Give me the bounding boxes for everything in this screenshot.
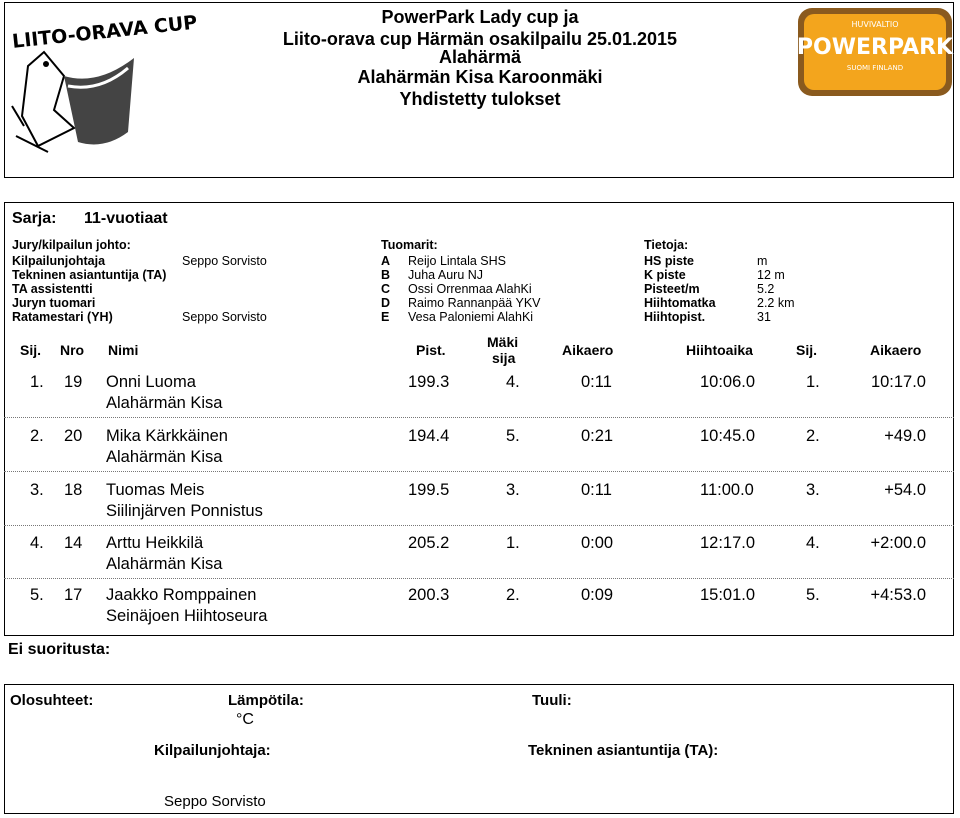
result-rank: 4. bbox=[30, 534, 44, 552]
result-jump-rank: 3. bbox=[506, 481, 520, 499]
result-club: Siilinjärven Ponnistus bbox=[106, 502, 263, 520]
jury-label: TA assistentti bbox=[12, 282, 93, 296]
judge-letter: B bbox=[381, 268, 391, 282]
result-points: 205.2 bbox=[408, 534, 450, 552]
title-line-3: Alahärmä bbox=[438, 47, 522, 67]
judge-letter: E bbox=[381, 310, 390, 324]
result-gap: 0:11 bbox=[581, 481, 612, 499]
jury-label: Juryn tuomari bbox=[12, 296, 96, 310]
jury-label: Kilpailunjohtaja bbox=[12, 254, 106, 268]
col-pist: Pist. bbox=[416, 342, 446, 358]
result-final-time: +49.0 bbox=[884, 427, 926, 445]
judge-name: Vesa Paloniemi AlahKi bbox=[408, 310, 534, 324]
result-final-rank: 2. bbox=[806, 427, 820, 445]
result-name: Jaakko Romppainen bbox=[106, 586, 257, 604]
info-heading: Tietoja: bbox=[644, 238, 689, 252]
result-jump-rank: 2. bbox=[506, 586, 520, 604]
judge-name: Juha Auru NJ bbox=[408, 268, 484, 282]
title-line-2: Liito-orava cup Härmän osakilpailu 25.01.2015 bbox=[282, 29, 678, 49]
row-separator bbox=[4, 525, 954, 526]
result-final-time: +4:53.0 bbox=[870, 586, 926, 604]
col-aikaero2: Aikaero bbox=[870, 342, 922, 358]
col-maki-sija: sija bbox=[492, 350, 516, 366]
result-final-time: +2:00.0 bbox=[870, 534, 926, 552]
result-club: Alahärmän Kisa bbox=[106, 448, 223, 466]
jury-label: Tekninen asiantuntija (TA) bbox=[12, 268, 167, 282]
temperature-label: Lämpötila: bbox=[228, 692, 304, 709]
conditions-label: Olosuhteet: bbox=[10, 692, 94, 709]
result-final-rank: 4. bbox=[806, 534, 820, 552]
result-jump-rank: 4. bbox=[506, 373, 520, 391]
result-nro: 20 bbox=[64, 427, 83, 445]
result-club: Alahärmän Kisa bbox=[106, 394, 223, 412]
result-ski-time: 10:06.0 bbox=[700, 373, 756, 391]
row-separator bbox=[4, 471, 954, 472]
result-nro: 17 bbox=[64, 586, 83, 604]
title-line-4: Alahärmän Kisa Karoonmäki bbox=[357, 67, 603, 87]
temperature-unit: °C bbox=[236, 711, 254, 728]
result-ski-time: 10:45.0 bbox=[700, 427, 756, 445]
series-label: Sarja: bbox=[12, 210, 57, 227]
result-points: 199.3 bbox=[408, 373, 450, 391]
info-label: Hiihtopist. bbox=[644, 310, 706, 324]
result-nro: 18 bbox=[64, 481, 83, 499]
result-gap: 0:09 bbox=[581, 586, 614, 604]
judge-name: Reijo Lintala SHS bbox=[408, 254, 506, 268]
jury-value: Seppo Sorvisto bbox=[182, 254, 267, 268]
result-points: 194.4 bbox=[408, 427, 450, 445]
result-rank: 5. bbox=[30, 586, 44, 604]
result-ski-time: 15:01.0 bbox=[700, 586, 756, 604]
info-label: K piste bbox=[644, 268, 686, 282]
title-line-1: PowerPark Lady cup ja bbox=[381, 7, 579, 27]
info-value: 5.2 bbox=[757, 282, 775, 296]
jury-label: Ratamestari (YH) bbox=[12, 310, 113, 324]
result-name: Mika Kärkkäinen bbox=[106, 427, 228, 445]
director-label: Kilpailunjohtaja: bbox=[154, 742, 271, 759]
judge-name: Raimo Rannanpää YKV bbox=[408, 296, 541, 310]
result-name: Arttu Heikkilä bbox=[106, 534, 204, 552]
result-gap: 0:21 bbox=[581, 427, 614, 445]
jury-heading: Jury/kilpailun johto: bbox=[12, 238, 131, 252]
col-nimi: Nimi bbox=[108, 342, 139, 358]
result-rank: 3. bbox=[30, 481, 44, 499]
result-final-time: 10:17.0 bbox=[870, 373, 926, 391]
info-label: Pisteet/m bbox=[644, 282, 700, 296]
result-final-rank: 3. bbox=[806, 481, 820, 499]
result-points: 200.3 bbox=[408, 586, 450, 604]
wind-label: Tuuli: bbox=[532, 692, 572, 709]
row-separator bbox=[4, 578, 954, 579]
result-jump-rank: 5. bbox=[506, 427, 520, 445]
result-club: Alahärmän Kisa bbox=[106, 555, 223, 573]
result-final-rank: 1. bbox=[806, 373, 820, 391]
info-label: HS piste bbox=[644, 254, 695, 268]
no-result-label: Ei suoritusta: bbox=[8, 641, 111, 658]
result-nro: 14 bbox=[64, 534, 83, 552]
judge-letter: A bbox=[381, 254, 391, 268]
judge-name: Ossi Orrenmaa AlahKi bbox=[408, 282, 532, 296]
info-value: 2.2 km bbox=[757, 296, 795, 310]
col-sij2: Sij. bbox=[796, 342, 818, 358]
info-value: 12 m bbox=[757, 268, 785, 282]
judges-heading: Tuomarit: bbox=[381, 238, 438, 252]
jury-value: Seppo Sorvisto bbox=[182, 310, 267, 324]
result-gap: 0:11 bbox=[581, 373, 612, 391]
info-label: Hiihtomatka bbox=[644, 296, 716, 310]
judge-letter: C bbox=[381, 282, 391, 296]
result-points: 199.5 bbox=[408, 481, 450, 499]
result-final-rank: 5. bbox=[806, 586, 820, 604]
col-sij: Sij. bbox=[20, 342, 42, 358]
result-name: Onni Luoma bbox=[106, 373, 196, 391]
result-rank: 1. bbox=[30, 373, 44, 391]
row-separator bbox=[4, 417, 954, 418]
logo-right-small: HUVIVALTIO bbox=[851, 20, 899, 29]
col-maki: Mäki bbox=[487, 334, 519, 350]
logo-right-main: POWERPARK bbox=[796, 35, 954, 60]
result-ski-time: 12:17.0 bbox=[700, 534, 756, 552]
judge-letter: D bbox=[381, 296, 391, 310]
result-club: Seinäjoen Hiihtoseura bbox=[106, 607, 268, 625]
result-gap: 0:00 bbox=[581, 534, 614, 552]
result-nro: 19 bbox=[64, 373, 83, 391]
logo-left-text: LIITO-ORAVA CUP bbox=[11, 11, 199, 53]
col-nro: Nro bbox=[60, 342, 85, 358]
logo-right-sub: SUOMI FINLAND bbox=[846, 64, 904, 72]
title-line-5: Yhdistetty tulokset bbox=[399, 89, 561, 109]
result-ski-time: 11:00.0 bbox=[700, 481, 754, 499]
series-value: 11-vuotiaat bbox=[84, 210, 168, 227]
info-value: 31 bbox=[757, 310, 771, 324]
result-rank: 2. bbox=[30, 427, 44, 445]
result-name: Tuomas Meis bbox=[106, 481, 205, 499]
result-final-time: +54.0 bbox=[884, 481, 926, 499]
col-hiihtoaika: Hiihtoaika bbox=[686, 342, 753, 358]
info-value: m bbox=[757, 254, 768, 268]
technical-delegate-label: Tekninen asiantuntija (TA): bbox=[528, 742, 719, 759]
director-name: Seppo Sorvisto bbox=[164, 793, 266, 810]
result-jump-rank: 1. bbox=[506, 534, 520, 552]
footer-box bbox=[4, 684, 954, 814]
col-aikaero: Aikaero bbox=[562, 342, 614, 358]
